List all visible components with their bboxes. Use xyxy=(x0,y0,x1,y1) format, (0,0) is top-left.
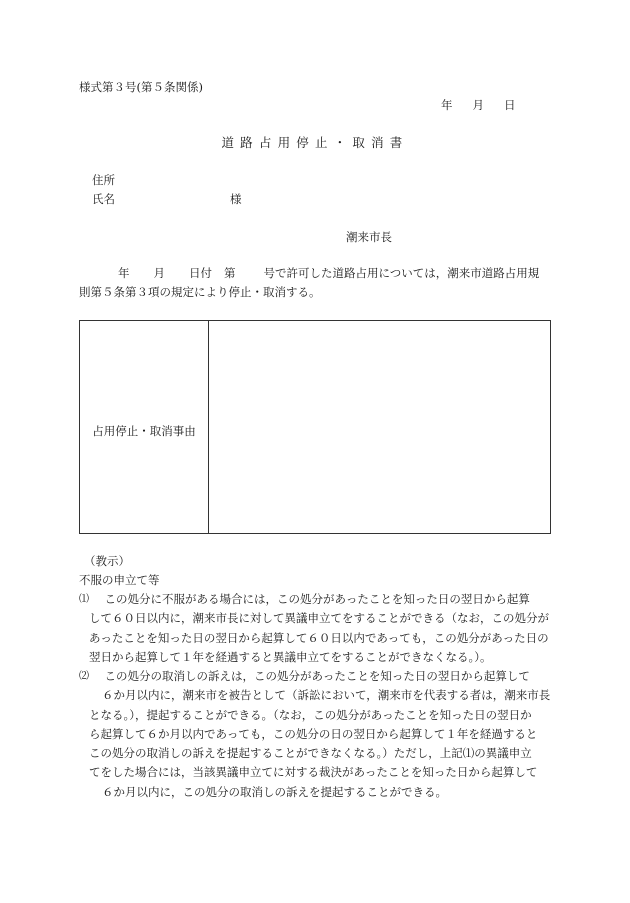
date-month: 月 xyxy=(472,98,484,112)
item-number: ⑴ xyxy=(79,594,89,605)
item-line: この処分の取消しの訴えは，この処分があったことを知った日の翌日から起算して xyxy=(93,669,530,683)
item-line: この処分の取消しの訴えを提起することができなくなる。）ただし，上記⑴の異議申立 xyxy=(89,746,532,761)
date-year: 年 xyxy=(441,98,453,112)
item-line: となる。），提起することができる。（なお，この処分があったことを知った日の翌日か xyxy=(89,707,532,722)
item-line: して６０日以内に，潮来市長に対して異議申立てをすることができる（なお，この処分が xyxy=(89,611,549,626)
item-line: ら起算して６か月以内であっても，この処分の日の翌日から起算して１年を経過すると xyxy=(89,726,538,741)
item-line: この処分に不服がある場合には，この処分があったことを知った日の翌日から起算 xyxy=(93,592,530,606)
form-number: 様式第３号(第５条関係) xyxy=(79,80,203,94)
notice-item-1 xyxy=(79,590,549,667)
notice-item-2 xyxy=(79,667,550,802)
honorific: 様 xyxy=(230,192,242,206)
body-number-prefix: 第 xyxy=(224,266,236,280)
body-year: 年 xyxy=(118,266,130,280)
body-day-dated: 日付 xyxy=(189,266,212,280)
address-label: 住所 xyxy=(92,173,115,187)
item-line: てをした場合には，当該異議申立てに対する裁決があったことを知った日から起算して xyxy=(89,765,538,780)
notice-heading: （教示） xyxy=(84,554,130,568)
item-line: 翌日から起算して１年を経過すると異議申立てをすることができなくなる。）。 xyxy=(89,649,492,664)
issuer-name: 潮来市長 xyxy=(346,230,392,244)
item-line: ６か月以内に，潮来市を被告として（訴訟において，潮来市を代表する者は，潮来市長 xyxy=(102,688,551,703)
document-title: 道路占用停止・取消書 xyxy=(221,135,409,150)
date-line xyxy=(441,100,516,112)
body-text-line-2: 則第５条第３項の規定により停止・取消する。 xyxy=(79,285,321,299)
item-line: あったことを知った日の翌日から起算して６０日以内であっても，この処分があった日の xyxy=(89,630,549,645)
reason-table xyxy=(79,320,551,534)
item-number: ⑵ xyxy=(79,671,89,682)
body-month: 月 xyxy=(153,266,165,280)
date-day: 日 xyxy=(504,98,516,112)
body-line1-rest: 号で許可した道路占用については，潮来市道路占用規 xyxy=(263,266,540,280)
item-line: ６か月以内に，この処分の取消しの訴えを提起することができる。 xyxy=(102,784,447,799)
notice-subheading: 不服の申立て等 xyxy=(79,573,160,587)
table-divider xyxy=(208,321,209,533)
reason-label: 占用停止・取消事由 xyxy=(92,424,196,438)
name-label: 氏名 xyxy=(92,192,115,206)
body-text-line-1 xyxy=(118,268,539,280)
